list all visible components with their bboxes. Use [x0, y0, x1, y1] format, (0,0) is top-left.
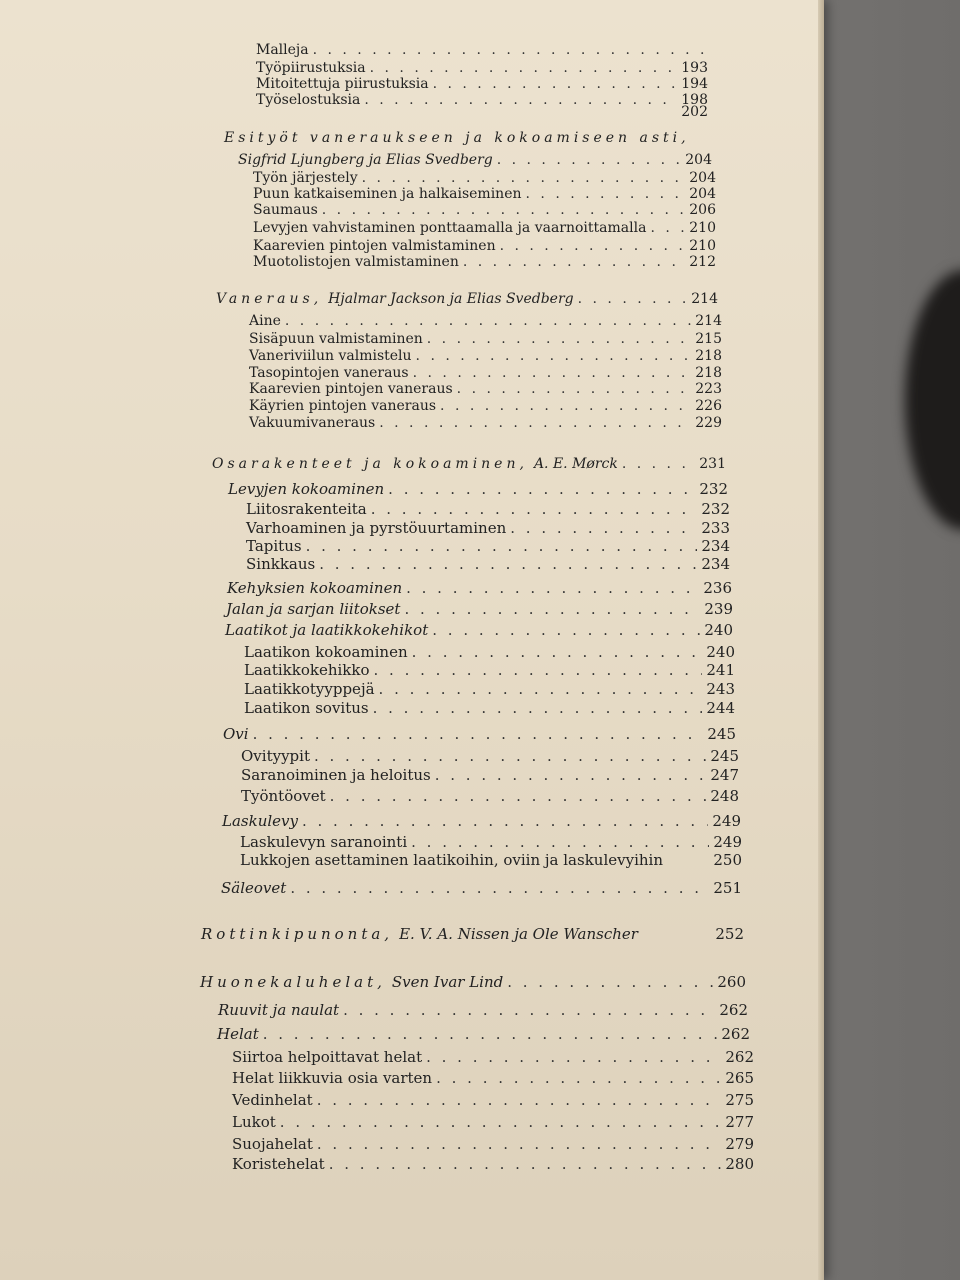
leader-dots — [314, 748, 706, 764]
leader-dots — [404, 601, 700, 617]
leader-dots — [371, 501, 698, 517]
entry-label: Käyrien pintojen vaneraus — [249, 398, 437, 414]
toc-entry — [249, 415, 722, 431]
section-title: Huonekaluhelat, — [200, 973, 386, 991]
leader-dots — [526, 186, 686, 202]
entry-label: Vakuumivaneraus — [249, 415, 376, 431]
page-number: 229 — [695, 415, 722, 431]
page-number: 249 — [712, 812, 741, 830]
leader-dots — [406, 580, 699, 596]
toc-entry — [241, 788, 739, 804]
leader-dots — [302, 813, 708, 829]
page-number: 206 — [689, 202, 716, 218]
page-number: 210 — [689, 220, 716, 236]
leader-dots — [650, 220, 685, 236]
page-number: 241 — [706, 661, 735, 679]
page-number: 231 — [699, 456, 726, 472]
leader-dots — [362, 170, 686, 186]
toc-entry — [253, 186, 716, 202]
section-authors-line — [238, 152, 712, 168]
page-number: 218 — [695, 348, 722, 364]
entry-label: Liitosrakenteita — [246, 500, 367, 518]
toc-entry — [253, 220, 716, 236]
leader-dots — [343, 1002, 715, 1018]
toc-entry — [225, 622, 733, 638]
entry-label: Sinkkaus — [246, 555, 316, 573]
leader-dots — [280, 1114, 722, 1130]
page-number: 214 — [695, 313, 722, 329]
section-heading — [216, 291, 718, 307]
toc-entry — [253, 254, 716, 270]
toc-entry — [241, 767, 739, 783]
entry-label: Työpiirustuksia — [256, 60, 366, 76]
entry-label: Laatikot ja laatikkokehikot — [225, 621, 429, 639]
toc-entry — [244, 700, 735, 716]
entry-label: Ovi — [223, 725, 249, 743]
page-number: 277 — [725, 1113, 754, 1131]
page-number: 248 — [710, 787, 739, 805]
toc-entry — [244, 681, 735, 697]
leader-dots — [290, 880, 709, 896]
leader-dots — [374, 662, 703, 678]
entry-label: Ruuvit ja naulat — [218, 1001, 340, 1019]
entry-label: Työselostuksia — [256, 92, 361, 108]
page-number: 234 — [701, 537, 730, 555]
toc-entry — [232, 1070, 754, 1086]
entry-label: Työn järjestely — [253, 170, 358, 186]
leader-dots — [263, 1026, 718, 1042]
toc-entry — [218, 1002, 748, 1018]
leader-dots — [322, 202, 685, 218]
toc-entry — [249, 313, 722, 329]
page-number: 204 — [689, 186, 716, 202]
entry-label: Laskulevy — [222, 812, 298, 830]
toc-entry — [249, 398, 722, 414]
entry-label: Malleja — [256, 42, 309, 58]
leader-dots — [412, 644, 703, 660]
toc-entry — [244, 644, 735, 660]
leader-dots — [319, 556, 697, 572]
section-title: Esityöt vaneraukseen ja kokoamiseen asti, — [224, 130, 690, 146]
page-number: 236 — [703, 579, 732, 597]
page-number: 210 — [689, 238, 716, 254]
leader-dots — [622, 456, 695, 472]
page-number: 243 — [706, 680, 735, 698]
leader-dots — [330, 788, 707, 804]
leader-dots — [253, 726, 704, 742]
entry-label: Vaneriviilun valmistelu — [249, 348, 412, 364]
leader-dots — [440, 398, 691, 414]
page-number: 249 — [713, 833, 742, 851]
toc-entry — [246, 501, 730, 517]
section-title: Vaneraus, — [216, 291, 323, 307]
entry-label: Laatikon sovitus — [244, 699, 369, 717]
toc-entry — [253, 170, 716, 186]
leader-dots — [510, 520, 697, 536]
page-number: 202 — [681, 104, 708, 120]
entry-label: Levyjen kokoaminen — [228, 480, 385, 498]
page-number: 212 — [689, 254, 716, 270]
entry-label: Saranoiminen ja heloitus — [241, 766, 431, 784]
leader-dots — [432, 622, 700, 638]
section-authors: A. E. Mørck — [533, 456, 618, 472]
page-number: 194 — [681, 76, 708, 92]
leader-dots — [285, 313, 691, 329]
page-number: 280 — [725, 1155, 754, 1173]
entry-label: Ovityypit — [241, 747, 310, 765]
toc-entry — [256, 76, 708, 92]
toc-entry — [227, 580, 732, 596]
toc-entry — [232, 1049, 754, 1065]
leader-dots — [411, 834, 709, 850]
entry-label: Muotolistojen valmistaminen — [253, 254, 459, 270]
toc-entry — [256, 104, 708, 120]
page-number: 262 — [719, 1001, 748, 1019]
toc-entry — [226, 601, 733, 617]
toc-entry — [232, 1156, 754, 1172]
page-edge — [818, 0, 824, 1280]
entry-label: Vedinhelat — [232, 1091, 313, 1109]
toc-entry — [232, 1136, 754, 1152]
entry-label: Laatikkokehikko — [244, 661, 370, 679]
entry-label: Helat liikkuvia osia varten — [232, 1069, 433, 1087]
toc-entry — [244, 662, 735, 678]
page-number: 223 — [695, 381, 722, 397]
entry-label: Laatikon kokoaminen — [244, 643, 408, 661]
page-number: 252 — [715, 925, 744, 943]
entry-label: Lukot — [232, 1113, 276, 1131]
page-number: 245 — [707, 725, 736, 743]
leader-dots — [433, 76, 678, 92]
leader-dots — [317, 1092, 722, 1108]
page-number: 226 — [695, 398, 722, 414]
section-authors: Sven Ivar Lind — [391, 973, 504, 991]
toc-entry — [249, 381, 722, 397]
leader-dots — [413, 365, 692, 381]
leader-dots — [379, 681, 703, 697]
section-heading — [200, 974, 746, 990]
toc-entry — [217, 1026, 750, 1042]
toc-entry — [221, 880, 742, 896]
section-authors: E. V. A. Nissen ja Ole Wanscher — [399, 925, 638, 943]
page-number: 234 — [701, 555, 730, 573]
entry-label: Levyjen vahvistaminen ponttaamalla ja vaarnoittamalla — [253, 220, 647, 236]
page-number: 239 — [704, 600, 733, 618]
leader-dots — [426, 1049, 721, 1065]
entry-label: Siirtoa helpoittavat helat — [232, 1048, 423, 1066]
entry-label: Koristehelat — [232, 1155, 325, 1173]
leader-dots — [463, 254, 685, 270]
leader-dots — [578, 291, 688, 307]
leader-dots — [416, 348, 692, 364]
leader-dots — [317, 1136, 721, 1152]
toc-entry — [240, 834, 742, 850]
entry-label: Kehyksien kokoaminen — [227, 579, 403, 597]
leader-dots — [379, 415, 691, 431]
leader-dots — [370, 60, 678, 76]
page-number: 232 — [701, 500, 730, 518]
entry-label: Laatikkotyyppejä — [244, 680, 375, 698]
section-heading — [201, 926, 744, 942]
page-number: 233 — [701, 519, 730, 537]
leader-dots — [313, 42, 704, 58]
section-title: Rottinkipunonta, — [201, 925, 394, 943]
page-number: 262 — [725, 1048, 754, 1066]
page-number: 265 — [725, 1069, 754, 1087]
section-title: Osarakenteet ja kokoaminen, — [212, 456, 528, 472]
toc-entry — [256, 42, 708, 58]
page-number: 240 — [706, 643, 735, 661]
toc-entry — [232, 1114, 754, 1130]
leader-dots — [306, 538, 698, 554]
toc-entry — [249, 348, 722, 364]
leader-dots — [427, 331, 691, 347]
page-number: 204 — [685, 152, 712, 168]
entry-label: Mitoitettuja piirustuksia — [256, 76, 429, 92]
leader-dots — [457, 381, 692, 397]
toc-entry — [249, 331, 722, 347]
leader-dots — [497, 152, 682, 168]
toc-entry — [241, 748, 739, 764]
page-number: 232 — [699, 480, 728, 498]
page-number: 260 — [717, 973, 746, 991]
toc-entry — [228, 481, 728, 497]
page-number: 250 — [713, 851, 742, 869]
page-number: 204 — [689, 170, 716, 186]
toc-entry — [246, 520, 730, 536]
entry-label: Varhoaminen ja pyrstöuurtaminen — [246, 519, 507, 537]
page-number: 218 — [695, 365, 722, 381]
entry-label: Aine — [249, 313, 281, 329]
page-number: 214 — [691, 291, 718, 307]
page-number: 193 — [681, 60, 708, 76]
page-number: 240 — [704, 621, 733, 639]
entry-label: Jalan ja sarjan liitokset — [226, 600, 401, 618]
entry-label: Lukkojen asettaminen laatikoihin, oviin ja laskulevyihin — [240, 851, 663, 869]
page-number: 198 — [681, 92, 708, 108]
entry-label: Tapitus — [246, 537, 302, 555]
entry-label: Kaarevien pintojen valmistaminen — [253, 238, 496, 254]
entry-label: Sisäpuun valmistaminen — [249, 331, 423, 347]
page-number: 247 — [710, 766, 739, 784]
toc-entry — [246, 538, 730, 554]
section-authors: Hjalmar Jackson ja Elias Svedberg — [328, 291, 574, 307]
leader-dots — [388, 481, 695, 497]
leader-dots — [436, 1070, 721, 1086]
toc-entry — [249, 365, 722, 381]
page-number: 245 — [710, 747, 739, 765]
toc-entry — [253, 202, 716, 218]
leader-dots — [435, 767, 707, 783]
toc-entry — [256, 60, 708, 76]
toc-entry — [246, 556, 730, 572]
leader-dots — [329, 1156, 722, 1172]
toc-entry — [223, 726, 736, 742]
entry-label: Suojahelat — [232, 1135, 313, 1153]
entry-label: Tasopintojen vaneraus — [249, 365, 409, 381]
entry-label: Puun katkaiseminen ja halkaiseminen — [253, 186, 522, 202]
section-heading — [224, 130, 692, 146]
toc-entry — [253, 238, 716, 254]
page-number: 215 — [695, 331, 722, 347]
leader-dots — [507, 974, 713, 990]
page-number: 279 — [725, 1135, 754, 1153]
entry-label: Säleovet — [221, 879, 287, 897]
toc-entry — [232, 1092, 754, 1108]
entry-label: Työntöovet — [241, 787, 326, 805]
leader-dots — [500, 238, 686, 254]
page-number: 275 — [725, 1091, 754, 1109]
page-number: 244 — [706, 699, 735, 717]
section-heading — [212, 456, 726, 472]
entry-label: Sigfrid Ljungberg ja Elias Svedberg — [238, 152, 493, 168]
leader-dots — [373, 700, 703, 716]
page-number: 251 — [713, 879, 742, 897]
entry-label: Laskulevyn saranointi — [240, 833, 408, 851]
page-number: 262 — [721, 1025, 750, 1043]
toc-entry — [240, 852, 742, 868]
entry-label: Kaarevien pintojen vaneraus — [249, 381, 453, 397]
entry-label: Saumaus — [253, 202, 318, 218]
toc-entry — [222, 813, 741, 829]
entry-label: Helat — [217, 1025, 259, 1043]
